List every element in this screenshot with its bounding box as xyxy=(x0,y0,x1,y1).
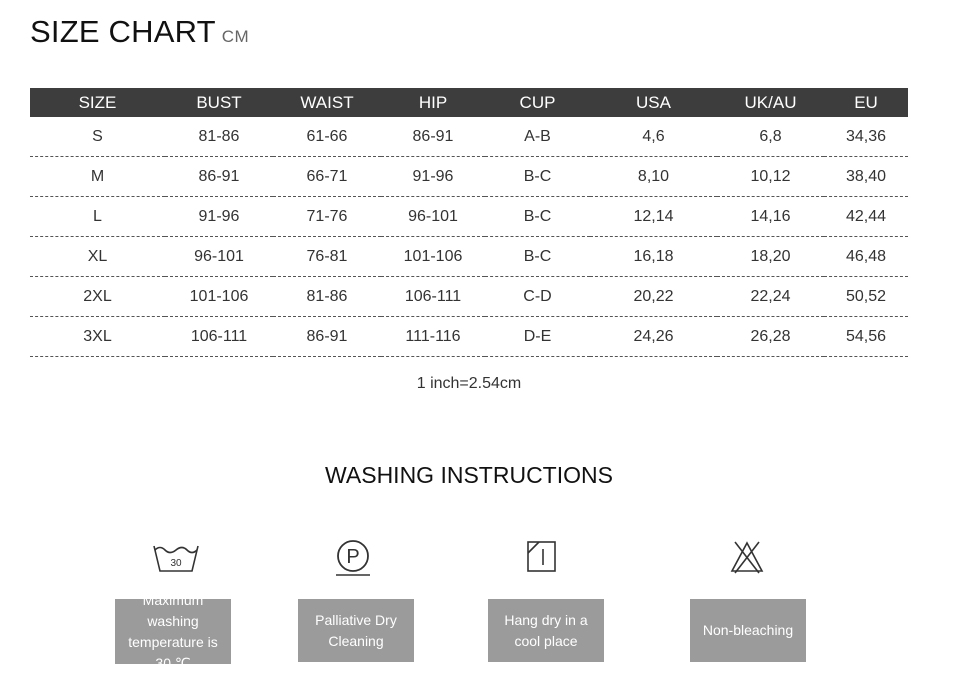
cell-waist: 81-86 xyxy=(273,277,381,317)
table-row xyxy=(30,317,908,357)
line-dry-shade-icon xyxy=(526,540,558,574)
column-header-size: SIZE xyxy=(30,88,165,117)
professional-dry-clean-icon xyxy=(334,538,372,578)
cell-waist: 86-91 xyxy=(273,317,381,357)
cell-eu: 50,52 xyxy=(824,277,908,317)
cell-bust: 81-86 xyxy=(165,117,273,157)
cell-uk-au: 14,16 xyxy=(717,197,824,237)
cell-eu: 54,56 xyxy=(824,317,908,357)
cell-eu: 38,40 xyxy=(824,157,908,197)
washing-instructions-title: WASHING INSTRUCTIONS xyxy=(325,462,613,488)
cell-uk-au: 18,20 xyxy=(717,237,824,277)
cell-usa: 16,18 xyxy=(590,237,717,277)
cell-cup: B-C xyxy=(485,197,590,237)
cell-bust: 101-106 xyxy=(165,277,273,317)
cell-usa: 4,6 xyxy=(590,117,717,157)
size-chart-unit: CM xyxy=(221,27,250,46)
care-label-wash-temperature: Maximum washing temperature is 30 ℃ xyxy=(115,599,231,664)
cell-usa: 24,26 xyxy=(590,317,717,357)
conversion-note: 1 inch=2.54cm xyxy=(416,375,522,392)
column-header-cup: CUP xyxy=(485,88,590,117)
cell-usa: 8,10 xyxy=(590,157,717,197)
cell-bust: 91-96 xyxy=(165,197,273,237)
cell-size: XL xyxy=(30,237,165,277)
cell-uk-au: 22,24 xyxy=(717,277,824,317)
cell-cup: B-C xyxy=(485,157,590,197)
cell-eu: 46,48 xyxy=(824,237,908,277)
cell-size: 3XL xyxy=(30,317,165,357)
cell-uk-au: 6,8 xyxy=(717,117,824,157)
cell-hip: 111-116 xyxy=(381,317,485,357)
do-not-bleach-icon xyxy=(729,539,765,575)
cell-size: 2XL xyxy=(30,277,165,317)
cell-waist: 76-81 xyxy=(273,237,381,277)
cell-size: S xyxy=(30,117,165,157)
cell-cup: B-C xyxy=(485,237,590,277)
cell-usa: 20,22 xyxy=(590,277,717,317)
cell-hip: 91-96 xyxy=(381,157,485,197)
cell-cup: A-B xyxy=(485,117,590,157)
wash-temperature-text: 30 xyxy=(170,558,182,569)
cell-waist: 71-76 xyxy=(273,197,381,237)
size-chart-title xyxy=(30,14,249,50)
size-chart-title-text: SIZE CHART xyxy=(30,14,216,49)
cell-bust: 86-91 xyxy=(165,157,273,197)
cell-uk-au: 26,28 xyxy=(717,317,824,357)
cell-cup: C-D xyxy=(485,277,590,317)
cell-hip: 96-101 xyxy=(381,197,485,237)
table-header-row xyxy=(30,88,908,117)
table-row xyxy=(30,117,908,157)
table-row xyxy=(30,157,908,197)
cell-eu: 34,36 xyxy=(824,117,908,157)
cell-uk-au: 10,12 xyxy=(717,157,824,197)
column-header-waist: WAIST xyxy=(273,88,381,117)
cell-size: L xyxy=(30,197,165,237)
cell-cup: D-E xyxy=(485,317,590,357)
column-header-usa: USA xyxy=(590,88,717,117)
cell-usa: 12,14 xyxy=(590,197,717,237)
cell-hip: 86-91 xyxy=(381,117,485,157)
cell-bust: 106-111 xyxy=(165,317,273,357)
cell-waist: 66-71 xyxy=(273,157,381,197)
cell-eu: 42,44 xyxy=(824,197,908,237)
column-header-uk-au: UK/AU xyxy=(717,88,824,117)
cell-size: M xyxy=(30,157,165,197)
cell-hip: 106-111 xyxy=(381,277,485,317)
column-header-hip: HIP xyxy=(381,88,485,117)
size-chart-table xyxy=(30,88,908,357)
column-header-eu: EU xyxy=(824,88,908,117)
care-label-non-bleaching: Non-bleaching xyxy=(690,599,806,662)
table-row xyxy=(30,237,908,277)
cell-hip: 101-106 xyxy=(381,237,485,277)
dry-clean-letter: P xyxy=(346,546,360,568)
wash-30-icon xyxy=(152,542,200,576)
cell-bust: 96-101 xyxy=(165,237,273,277)
care-label-hang-dry: Hang dry in a cool place xyxy=(488,599,604,662)
table-row xyxy=(30,277,908,317)
column-header-bust: BUST xyxy=(165,88,273,117)
care-label-dry-cleaning: Palliative Dry Cleaning xyxy=(298,599,414,662)
table-row xyxy=(30,197,908,237)
cell-waist: 61-66 xyxy=(273,117,381,157)
